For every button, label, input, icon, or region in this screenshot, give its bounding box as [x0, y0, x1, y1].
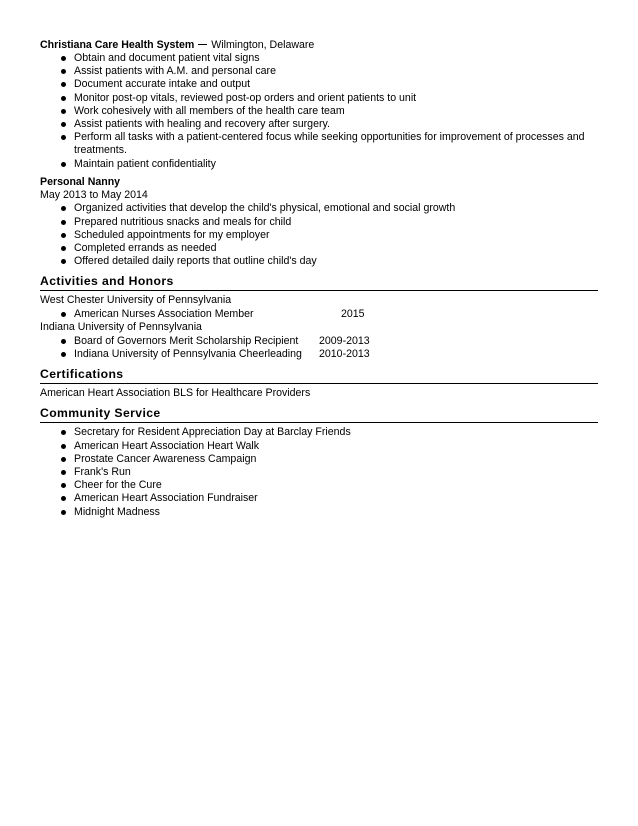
activity-label: Board of Governors Merit Scholarship Recipient	[74, 334, 299, 347]
list-item: Prepared nutritious snacks and meals for child	[40, 216, 598, 229]
job1-header	[40, 38, 598, 52]
list-item	[40, 348, 598, 361]
activity-label: Indiana University of Pennsylvania Cheerleading	[74, 347, 302, 360]
list-item: American Heart Association Heart Walk	[40, 440, 598, 453]
activity-year: 2015	[341, 307, 365, 320]
list-item: American Heart Association Fundraiser	[40, 492, 598, 505]
certifications-heading: Certifications	[40, 366, 598, 384]
job1-employer: Christiana Care Health System	[40, 39, 195, 51]
school1-name: West Chester University of Pennsylvania	[40, 294, 232, 307]
list-item: Cheer for the Cure	[40, 479, 598, 492]
community-list	[40, 426, 598, 518]
list-item: Completed errands as needed	[40, 242, 598, 255]
resume-page	[40, 38, 598, 519]
list-item: Monitor post-op vitals, reviewed post-op orders and orient patients to unit	[40, 92, 598, 105]
list-item-wrap: treatments.	[74, 144, 127, 157]
activities-heading: Activities and Honors	[40, 273, 598, 291]
activity-year: 2010-2013	[319, 347, 370, 360]
list-item: Obtain and document patient vital signs	[40, 52, 598, 65]
list-item: Frank's Run	[40, 466, 598, 479]
list-item: Organized activities that develop the child's physical, emotional and social growth	[40, 202, 598, 215]
job2-title: Personal Nanny	[40, 175, 121, 188]
job1-duties	[40, 52, 598, 171]
list-item: Secretary for Resident Appreciation Day at Barclay Friends	[40, 426, 598, 439]
certification-item: American Heart Association BLS for Healthcare Providers	[40, 386, 311, 399]
job2-header	[40, 175, 598, 189]
list-item	[40, 131, 598, 157]
dash-separator	[198, 44, 207, 45]
activity-label: American Nurses Association Member	[74, 307, 254, 320]
list-item: Offered detailed daily reports that outline child's day	[40, 255, 598, 268]
community-heading: Community Service	[40, 405, 598, 423]
list-item: Work cohesively with all members of the health care team	[40, 105, 598, 118]
activity-year: 2009-2013	[319, 334, 370, 347]
list-item: Assist patients with A.M. and personal care	[40, 65, 598, 78]
list-item: Document accurate intake and output	[40, 78, 598, 91]
school2-name: Indiana University of Pennsylvania	[40, 321, 202, 334]
job2-dates: May 2013 to May 2014	[40, 188, 148, 201]
list-item	[40, 308, 598, 321]
list-item: Scheduled appointments for my employer	[40, 229, 598, 242]
school1-list	[40, 308, 598, 321]
job1-location: Wilmington, Delaware	[211, 39, 315, 51]
list-item: Midnight Madness	[40, 506, 598, 519]
list-item	[40, 335, 598, 348]
list-item: Maintain patient confidentiality	[40, 158, 598, 171]
job2-duties	[40, 202, 598, 268]
list-item: Prostate Cancer Awareness Campaign	[40, 453, 598, 466]
school2-list	[40, 335, 598, 361]
list-item-text: Perform all tasks with a patient-centered focus while seeking opportunities for improvement of processes and	[74, 131, 585, 144]
list-item: Assist patients with healing and recovery after surgery.	[40, 118, 598, 131]
